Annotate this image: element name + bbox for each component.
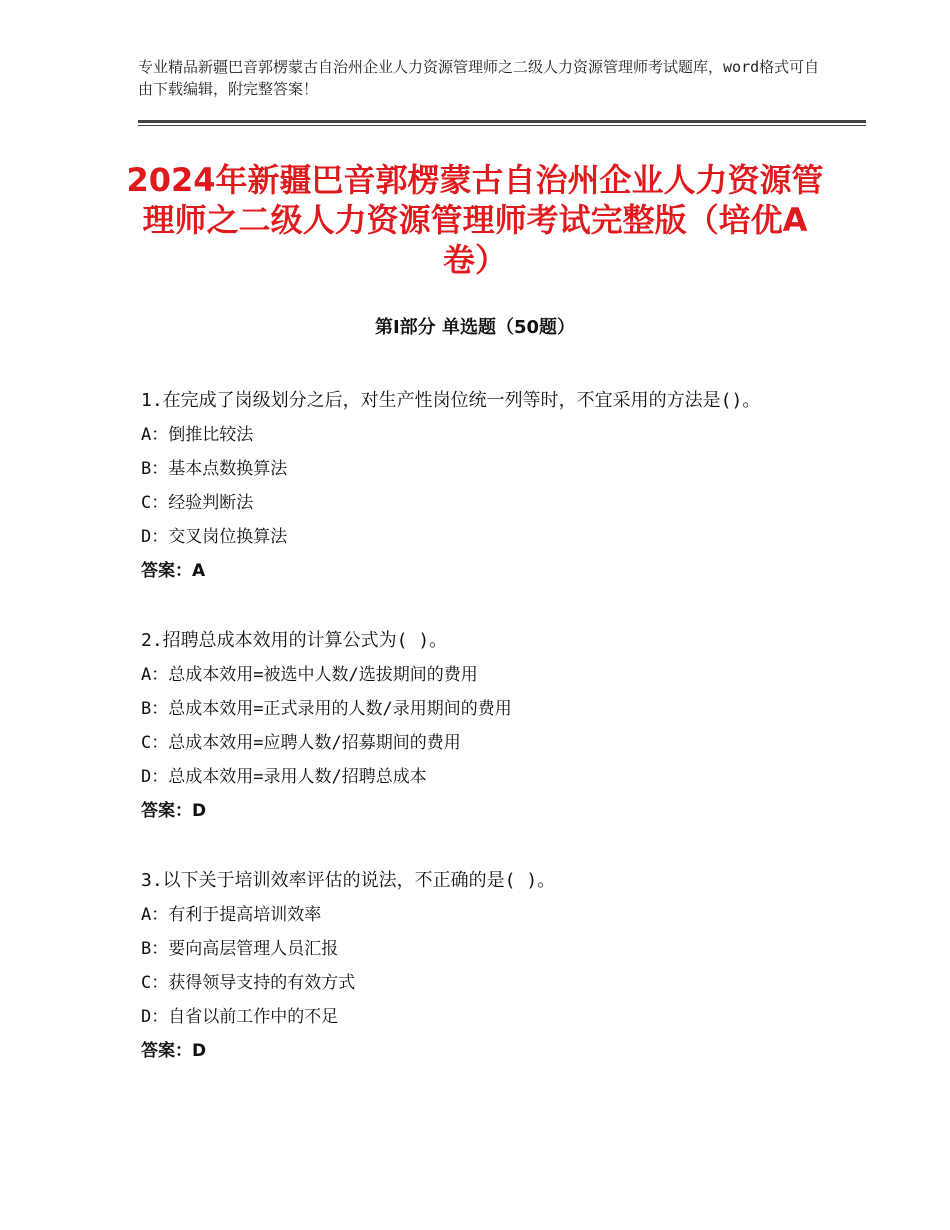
answer: 答案：D: [141, 1041, 207, 1061]
option-a: A：有利于提高培训效率: [141, 905, 322, 925]
question-2: [141, 624, 831, 828]
question-3: [141, 864, 831, 1068]
option-a: A：倒推比较法: [141, 425, 254, 445]
option-a: A：总成本效用=被选中人数/选拔期间的费用: [141, 665, 478, 685]
question-stem: 1.在完成了岗级划分之后，对生产性岗位统一列等时，不宜采用的方法是()。: [141, 390, 761, 411]
header-divider-thick: [138, 120, 866, 123]
option-c: C：总成本效用=应聘人数/招募期间的费用: [141, 733, 461, 753]
question-stem: 2.招聘总成本效用的计算公式为( )。: [141, 630, 448, 651]
option-d: D：交叉岗位换算法: [141, 527, 288, 547]
answer: 答案：A: [141, 561, 206, 581]
header-divider-thin: [138, 125, 866, 126]
option-b: B：总成本效用=正式录用的人数/录用期间的费用: [141, 699, 512, 719]
section-title: 第Ⅰ部分 单选题（50题）: [374, 317, 575, 338]
question-1: [141, 384, 831, 588]
option-d: D：总成本效用=录用人数/招聘总成本: [141, 767, 427, 787]
option-c: C：经验判断法: [141, 493, 254, 513]
document-title: 2024年新疆巴音郭楞蒙古自治州企业人力资源管理师之二级人力资源管理师考试完整版（培优A卷）: [126, 161, 824, 279]
question-stem: 3.以下关于培训效率评估的说法，不正确的是( )。: [141, 870, 556, 891]
answer: 答案：D: [141, 801, 207, 821]
option-b: B：基本点数换算法: [141, 459, 288, 479]
option-d: D：自省以前工作中的不足: [141, 1007, 339, 1027]
option-c: C：获得领导支持的有效方式: [141, 973, 356, 993]
question-list: [141, 384, 831, 1104]
header-note: 专业精品新疆巴音郭楞蒙古自治州企业人力资源管理师之二级人力资源管理师考试题库，word格式可自由下载编辑，附完整答案！: [138, 58, 820, 98]
option-b: B：要向高层管理人员汇报: [141, 939, 339, 959]
